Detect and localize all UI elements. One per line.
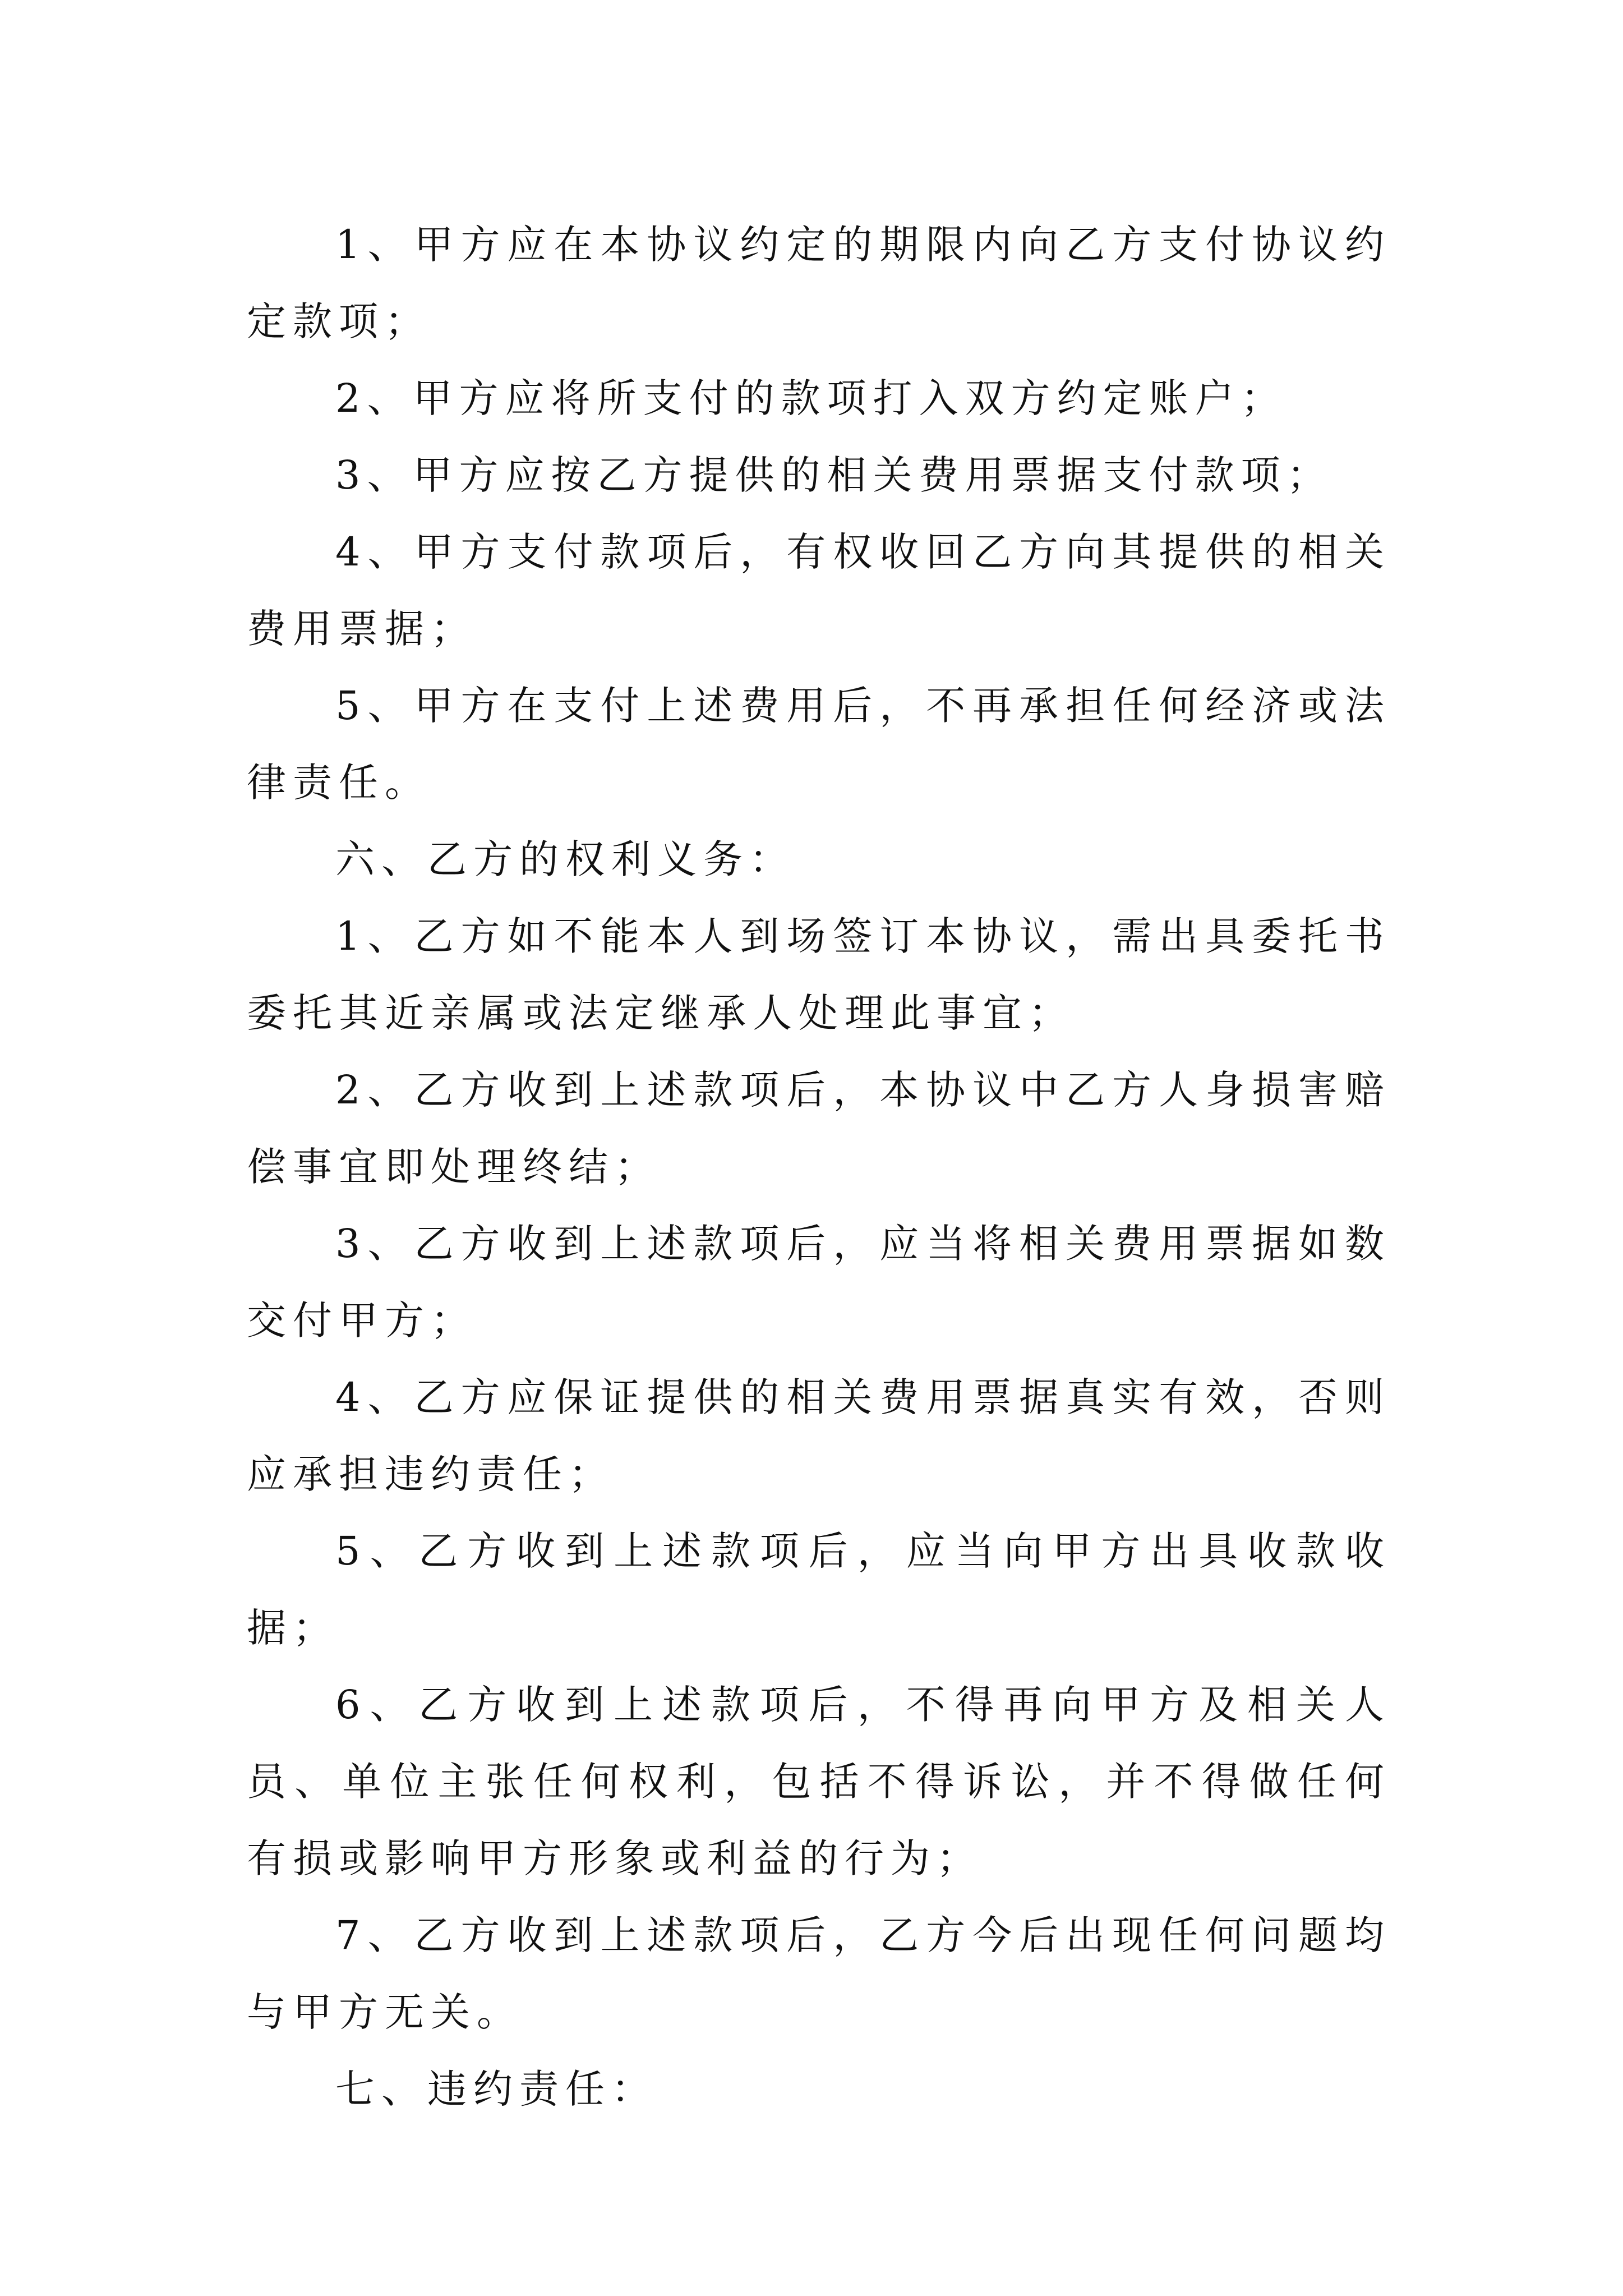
document-body — [247, 206, 1391, 2128]
clause-6-4: 4、乙方应保证提供的相关费用票据真实有效，否则应承担违约责任； — [247, 1374, 1391, 1497]
clause-6-5: 5、乙方收到上述款项后，应当向甲方出具收款收据； — [247, 1528, 1391, 1651]
clause-6-7: 7、乙方收到上述款项后，乙方今后出现任何问题均与甲方无关。 — [247, 1912, 1391, 2035]
clause-5-5: 5、甲方在支付上述费用后，不再承担任何经济或法律责任。 — [247, 683, 1391, 806]
clause-6-2: 2、乙方收到上述款项后，本协议中乙方人身损害赔偿事宜即处理终结； — [247, 1067, 1391, 1190]
section-heading-7: 七、违约责任： — [335, 2066, 657, 2112]
clause-5-2: 2、甲方应将所支付的款项打入双方约定账户； — [335, 375, 1287, 421]
clause-5-3: 3、甲方应按乙方提供的相关费用票据支付款项； — [335, 452, 1333, 498]
section-heading-6: 六、乙方的权利义务： — [335, 836, 795, 882]
clause-6-1: 1、乙方如不能本人到场签订本协议，需出具委托书委托其近亲属或法定继承人处理此事宜； — [247, 913, 1391, 1036]
clause-6-6: 6、乙方收到上述款项后，不得再向甲方及相关人员、单位主张任何权利，包括不得诉讼，并不得做任何有损或影响甲方形象或利益的行为； — [247, 1682, 1391, 1881]
clause-6-3: 3、乙方收到上述款项后，应当将相关费用票据如数交付甲方； — [247, 1221, 1391, 1343]
clause-5-1: 1、甲方应在本协议约定的期限内向乙方支付协议约定款项； — [247, 222, 1391, 344]
clause-5-4: 4、甲方支付款项后，有权收回乙方向其提供的相关费用票据； — [247, 529, 1391, 652]
